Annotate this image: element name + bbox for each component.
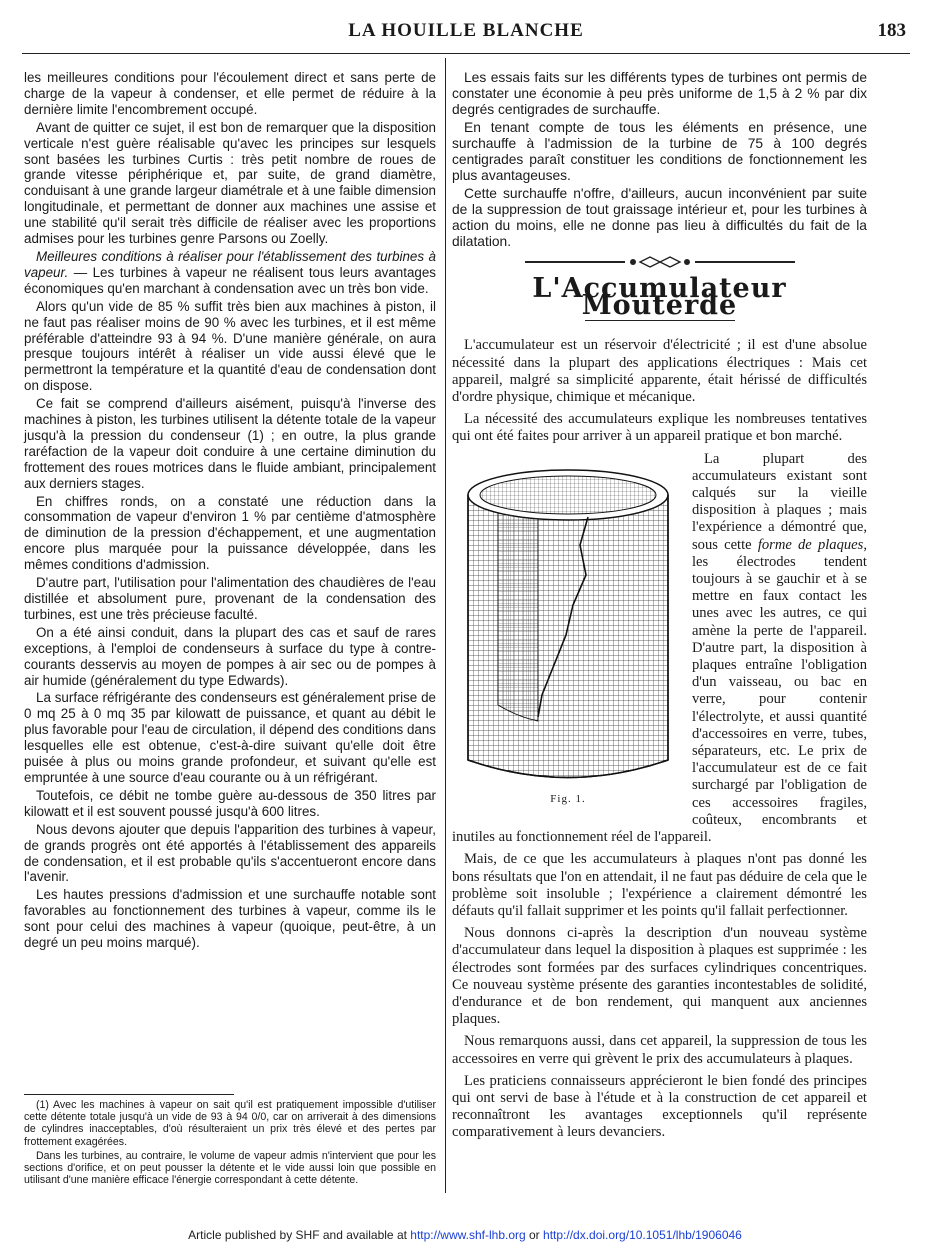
figure-1 bbox=[452, 455, 684, 811]
footnote-rule bbox=[24, 1094, 234, 1095]
footer-text: Article published by SHF and available at bbox=[188, 1228, 411, 1242]
paragraph-text: , les électrodes tendent toujours à se gauchir et à se mettre en faux contact les unes avec les autres, ce qui amène la perte de l'appareil. D'autre part, la disposition à plaques entraîne l'obligation d'un vaisseau, ou bac en verre, pour contenir l'électrolyte, et aussi quantité d'accessoires en verre, tubes, séparateurs, etc. Le prix de l'accumulateur est de ce fait surchargé par l'obligation de ces accessoires fragiles, coûteux, encombrants et inutiles au fonctionnement réel de l'appareil. bbox=[452, 536, 867, 846]
page-header bbox=[22, 20, 910, 46]
paragraph: En tenant compte de tous les éléments en présence, une surchauffe à l'admission de la turbine de 75 à 100 degrés centigrades paraît constituer les conditions de fonctionnement les plus avantageuses. bbox=[452, 120, 867, 183]
paragraph: Avant de quitter ce sujet, il est bon de remarquer que la disposition verticale n'est guère réalisable qu'avec les principes sur lesquels sont basées les turbines Curtis : très petit nombre de roues de grande vitesse périphérique et, par suite, de grand diamètre, conduisant à une grande largeur diamétrale et à une faible dimension longitudinale, et permettant de donner aux machines une assise et une stabilité qu'il serait très difficile de réaliser avec les proportions admises pour les turbines genre Parsons ou Zoelly. bbox=[24, 119, 436, 247]
footer-link-doi[interactable]: http://dx.doi.org/10.1051/lhb/1906046 bbox=[543, 1228, 742, 1242]
paragraph: les meilleures conditions pour l'écoulement direct et sans perte de charge de la vapeur à condenser, et elle permet de réduire à la dernière limite l'encombrement occupé. bbox=[24, 70, 436, 117]
paragraph: La nécessité des accumulateurs explique les nombreuses tentatives qui ont été faites pour arriver à un appareil pratique et bon marché. bbox=[452, 411, 867, 445]
footer-link-shf[interactable]: http://www.shf-lhb.org bbox=[410, 1228, 526, 1242]
paragraph: Cette surchauffe n'offre, d'ailleurs, aucun inconvénient par suite de la suppression de tout graissage intérieur et, pour les turbines à action du moins, elle ne donne pas lieu à difficultés du fait de la dilatation. bbox=[452, 186, 867, 249]
page-number: 183 bbox=[877, 20, 906, 41]
page-footer bbox=[0, 1228, 930, 1242]
accumulator-illustration bbox=[458, 455, 678, 785]
right-column bbox=[452, 70, 867, 1147]
left-column bbox=[24, 70, 436, 953]
paragraph: On a été ainsi conduit, dans la plupart des cas et sauf de rares exceptions, à l'emploi de condenseurs à surface du type à contre-courants desservis au moyen de pompes à air sec ou de pompes à air humide (généralement du type Edwards). bbox=[24, 624, 436, 688]
footnotes bbox=[24, 1094, 436, 1188]
paragraph: L'accumulateur est un réservoir d'électricité ; il est d'une absolue nécessité dans la plupart des applications électriques : Mais cet appareil, malgré sa simplicité apparente, était hérissé de difficultés d'ordre physique, chimique et mécanique. bbox=[452, 337, 867, 406]
paragraph: Les praticiens connaisseurs apprécieront le bien fondé des principes qui ont servi de base à l'étude et à la construction de cet appareil et reconnaîtront les avantages exceptionnels qu'il représente comparativement à leurs devanciers. bbox=[452, 1072, 867, 1141]
paragraph: Mais, de ce que les accumulateurs à plaques n'ont pas donné les bons résultats que l'on en attendait, il ne faut pas déduire de cela que le problème soit insoluble ; l'expérience a clairement démontré les défauts qu'il fallait supprimer et les points qu'il fallait perfectionner. bbox=[452, 851, 867, 919]
section-heading: Meilleures conditions à réaliser pour l'établissement des turbines à vapeur. bbox=[24, 248, 436, 280]
paragraph: D'autre part, l'utilisation pour l'alimentation des chaudières de l'eau distillée et absolument pure, provenant de la condensation des turbines, est une très précieuse faculté. bbox=[24, 575, 436, 622]
ornament-divider bbox=[452, 256, 867, 268]
article-title: L'Accumulateur Mouterde bbox=[532, 273, 787, 322]
footer-text: or bbox=[525, 1228, 544, 1242]
paragraph: Toutefois, ce débit ne tombe guère au-dessous de 350 litres par kilowatt et il est souvent poussé jusqu'à 600 litres. bbox=[24, 787, 436, 819]
journal-title: LA HOUILLE BLANCHE bbox=[348, 20, 584, 41]
paragraph-text: — Les turbines à vapeur ne réalisent tous leurs avantages économiques qu'en marchant à condensation avec un très bon vide. bbox=[24, 264, 436, 296]
paragraph-text: La plupart des accumulateurs existant sont calqués sur la vieille disposition à plaques ; mais l'expérience a démontré que, sous cette bbox=[692, 450, 867, 553]
turbine-section-end bbox=[452, 70, 867, 250]
paragraph: Nous donnons ci-après la description d'un nouveau système d'accumulateur dans lequel la disposition à plaques est supprimée : les électrodes sont formées par des surfaces cylindriques concentriques. Ce nouveau système présente des garanties incontestables de solidité, d'endurance et de bon rendement, qui manquent aux anciennes plaques. bbox=[452, 925, 867, 1028]
paragraph: Les essais faits sur les différents types de turbines ont permis de constater une économie à peu près uniforme de 1,5 à 2 % par dix degrés centigrades de surchauffe. bbox=[452, 70, 867, 117]
footnote: Dans les turbines, au contraire, le volume de vapeur admis n'intervient que pour les sections d'orifice, et on peut pousser la détente et le vide aussi loin que possible en utilisant d'une manière efficace l'énergie correspondant à cette détente. bbox=[24, 1149, 436, 1187]
paragraph: La surface réfrigérante des condenseurs est généralement prise de 0 mq 25 à 0 mq 35 par kilowatt de puissance, et quant au débit le plus favorable pour l'eau de circulation, il dépend des conditions dans lesquelles elle est obtenue, c'est-à-dire suivant qu'elle doit être puisée à plus ou moins grande profondeur, et suivant qu'elle est empruntée à une source d'eau courante ou à un réfrigérant. bbox=[24, 690, 436, 785]
section-paragraph bbox=[24, 249, 436, 297]
emphasis: forme de plaques bbox=[757, 536, 864, 553]
paragraph: Nous remarquons aussi, dans cet appareil, la suppression de tous les accessoires en verre qui grèvent le prix des accumulateurs à plaques. bbox=[452, 1033, 867, 1067]
paragraph: Ce fait se comprend d'ailleurs aisément, puisqu'à l'inverse des machines à piston, les turbines utilisent la détente totale de la vapeur jusqu'à la pression du condenseur (1) ; en outre, la plus grande raréfaction de la vapeur doit conduire à une certaine diminution du frottement des roues motrices dans le fluide ambiant, principalement aux derniers stages. bbox=[24, 396, 436, 491]
header-rule bbox=[22, 53, 910, 54]
footnote: (1) Avec les machines à vapeur on sait qu'il est pratiquement impossible d'utiliser cette détente totale jusqu'à un vide de 93 à 94 0/0, car on arriverait à des dimensions de cylindres inacceptables, d'où résulteraient un prix très élevé et des pertes par frottement exagérées. bbox=[24, 1099, 436, 1148]
paragraph: Les hautes pressions d'admission et une surchauffe notable sont favorables au fonctionnement des turbines à vapeur, comme ils le sont pour celui des machines à vapeur (quoique, peut-être, à un degré un peu moins marqué). bbox=[24, 887, 436, 951]
paragraph: En chiffres ronds, on a constaté une réduction dans la consommation de vapeur d'environ 1 % par centième d'atmosphère de diminution de la pression d'échappement, et une augmentation encore plus marquée pour la puissance développée, dans les mêmes conditions d'admission. bbox=[24, 493, 436, 573]
paragraph: Alors qu'un vide de 85 % suffit très bien aux machines à piston, il ne faut pas réaliser moins de 90 % avec les turbines, et il est même préférable d'atteindre 93 à 94 %. D'une manière générale, on aura presque toujours intérêt à réaliser un vide aussi élevé que le permettront la température et la quantité d'eau de condensation dont on dispose. bbox=[24, 298, 436, 394]
paragraph: Nous devons ajouter que depuis l'apparition des turbines à vapeur, de grands progrès ont été apportés à l'établissement des appareils de condensation, et il est probable qu'ils s'accentueront encore dans l'avenir. bbox=[24, 821, 436, 885]
figure-caption: Fig. 1. bbox=[550, 793, 586, 806]
column-divider bbox=[445, 58, 446, 1193]
